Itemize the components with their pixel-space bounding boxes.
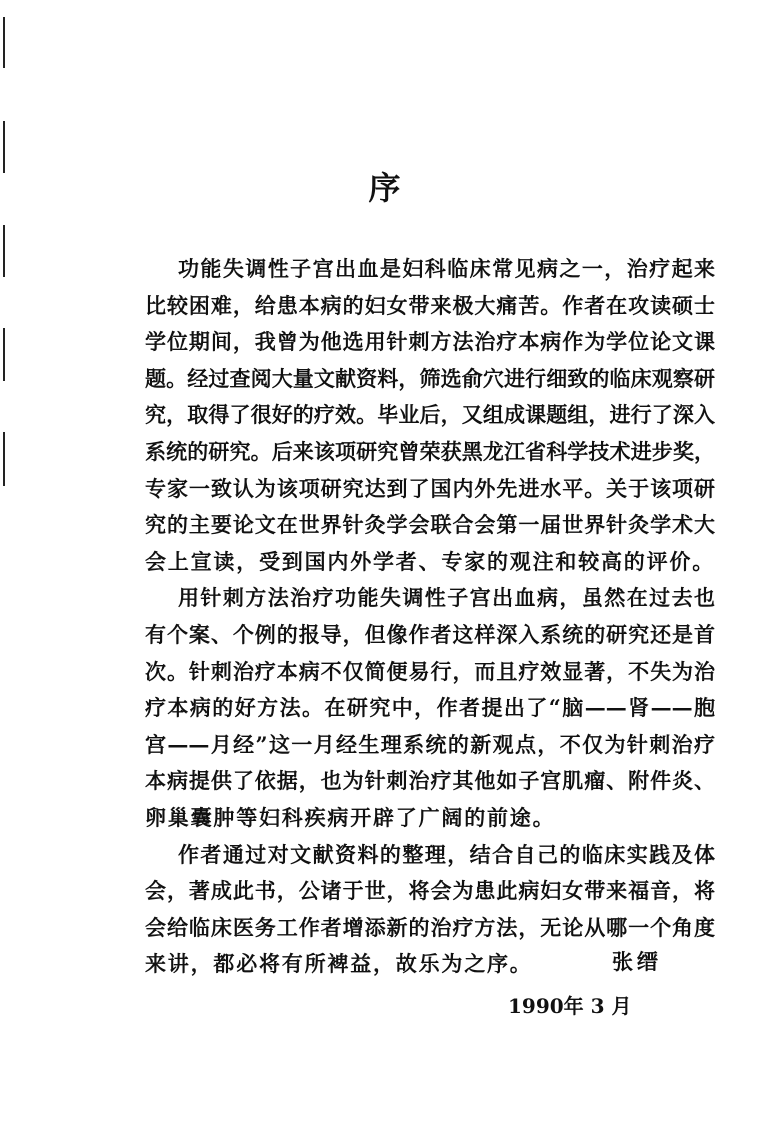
text-line: 会，著成此书，公诸于世，将会为患此病妇女带来福音，将 <box>145 878 715 904</box>
text-line: 用针刺方法治疗功能失调性子宫出血病，虽然在过去也 <box>178 585 715 611</box>
scan-edge-line <box>3 432 5 486</box>
text-line: 系统的研究。后来该项研究曾荣获黑龙江省科学技术进步奖， <box>145 439 715 464</box>
text-line: 究的主要论文在世界针灸学会联合会第一届世界针灸学术大 <box>145 512 715 538</box>
text-line: 来讲，都必将有所裨益，故乐为之序。 <box>145 951 533 977</box>
text-line: 宫——月经”这一月经生理系统的新观点，不仅为针刺治疗 <box>145 731 715 757</box>
text-line: 会给临床医务工作者增添新的治疗方法，无论从哪一个角度 <box>145 914 715 940</box>
text-line: 作者通过对文献资料的整理，结合自己的临床实践及体 <box>178 841 715 867</box>
text-line: 卵巢囊肿等妇科疾病开辟了广阔的前途。 <box>145 805 556 830</box>
text-line: 功能失调性子宫出血是妇科临床常见病之一，治疗起来 <box>178 256 715 281</box>
text-line: 疗本病的好方法。在研究中，作者提出了“脑——肾——胞 <box>145 695 715 721</box>
text-line: 学位期间，我曾为他选用针刺方法治疗本病作为学位论文课 <box>145 329 715 355</box>
text-line: 会上宣读，受到国内外学者、专家的观注和较高的评价。 <box>145 548 715 574</box>
scan-edge-line <box>3 17 5 68</box>
text-line: 专家一致认为该项研究达到了国内外先进水平。关于该项研 <box>145 475 715 501</box>
signature: 张缙 <box>612 949 662 974</box>
text-line: 题。经过查阅大量文献资料，筛选俞穴进行细致的临床观察研 <box>145 365 715 391</box>
text-line: 次。针刺治疗本病不仅简便易行，而且疗效显著，不失为治 <box>145 658 715 684</box>
text-line: 本病提供了依据，也为针刺治疗其他如子宫肌瘤、附件炎、 <box>145 768 715 794</box>
text-line: 究，取得了很好的疗效。毕业后，又组成课题组，进行了深入 <box>145 402 715 428</box>
page-title: 序 <box>368 169 401 207</box>
scan-edge-line <box>3 328 5 381</box>
scan-edge-line <box>3 225 5 277</box>
text-line: 比较困难，给患本病的妇女带来极大痛苦。作者在攻读硕士 <box>145 292 715 318</box>
date: 1990年 3 月 <box>508 994 632 1018</box>
text-line: 有个案、个例的报导，但像作者这样深入系统的研究还是首 <box>145 622 715 647</box>
